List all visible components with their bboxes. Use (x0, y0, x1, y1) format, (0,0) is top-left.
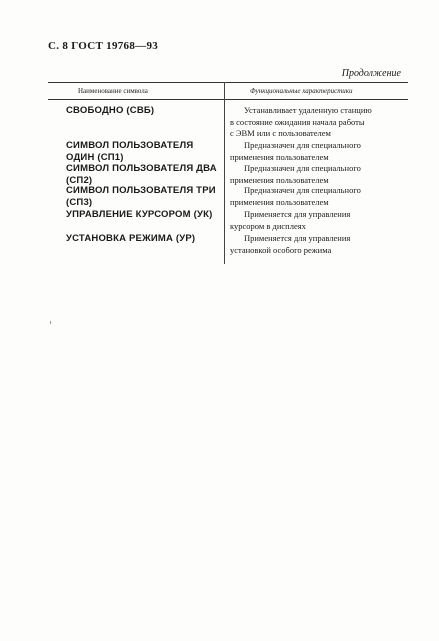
page-header: С. 8 ГОСТ 19768—93 (48, 40, 159, 52)
column-divider (224, 82, 225, 264)
symbol-name (66, 140, 222, 163)
symbol-name (66, 163, 222, 186)
symbol-name (66, 105, 222, 117)
description-line: Устанавливает удаленную станцию (244, 105, 372, 115)
continuation-label: Продолжение (341, 68, 401, 79)
description-line: Применяется для управления (244, 233, 351, 243)
symbol-description (230, 140, 408, 163)
header-symbol-name: Наименование символа (78, 87, 148, 95)
description-line: Предназначен для специального (244, 140, 361, 150)
symbol-name-line: УСТАНОВКА РЕЖИМА (УР) (66, 233, 196, 244)
description-line: применения пользователем (230, 151, 329, 162)
description-line: Предназначен для специального (244, 185, 361, 195)
description-line: в состояние ожидания начала работы (230, 116, 365, 127)
description-line: применения пользователем (230, 196, 329, 207)
symbol-name-line: СВОБОДНО (СВБ) (66, 105, 155, 116)
description-line: курсором в дисплеях (230, 220, 306, 231)
symbol-name-line: СИМВОЛ ПОЛЬЗОВАТЕЛЯ ДВА (66, 163, 217, 174)
symbol-name-line: ОДИН (СП1) (66, 151, 124, 163)
symbol-name-line: СИМВОЛ ПОЛЬЗОВАТЕЛЯ (66, 140, 194, 151)
symbol-description (230, 185, 408, 208)
symbol-name-line: (СП3) (66, 196, 93, 208)
symbol-name (66, 209, 222, 221)
symbol-name-line: УПРАВЛЕНИЕ КУРСОРОМ (УК) (66, 209, 213, 220)
symbol-name-line: СИМВОЛ ПОЛЬЗОВАТЕЛЯ ТРИ (66, 185, 216, 196)
symbol-description (230, 105, 408, 140)
scan-speck (50, 321, 51, 324)
symbol-description (230, 163, 408, 186)
header-function: Функциональные характеристики (250, 87, 353, 95)
description-line: применения пользователем (230, 174, 329, 185)
symbol-description (230, 209, 408, 232)
symbol-name (66, 185, 222, 208)
symbol-description (230, 233, 408, 256)
description-line: установкой особого режима (230, 244, 332, 255)
description-line: Применяется для управления (244, 209, 351, 219)
symbol-name-line: (СП2) (66, 174, 93, 186)
table-header-rule (48, 99, 408, 100)
table-top-rule (48, 82, 408, 83)
description-line: Предназначен для специального (244, 163, 361, 173)
symbol-name (66, 233, 222, 245)
description-line: с ЭВМ или с пользователем (230, 128, 331, 138)
